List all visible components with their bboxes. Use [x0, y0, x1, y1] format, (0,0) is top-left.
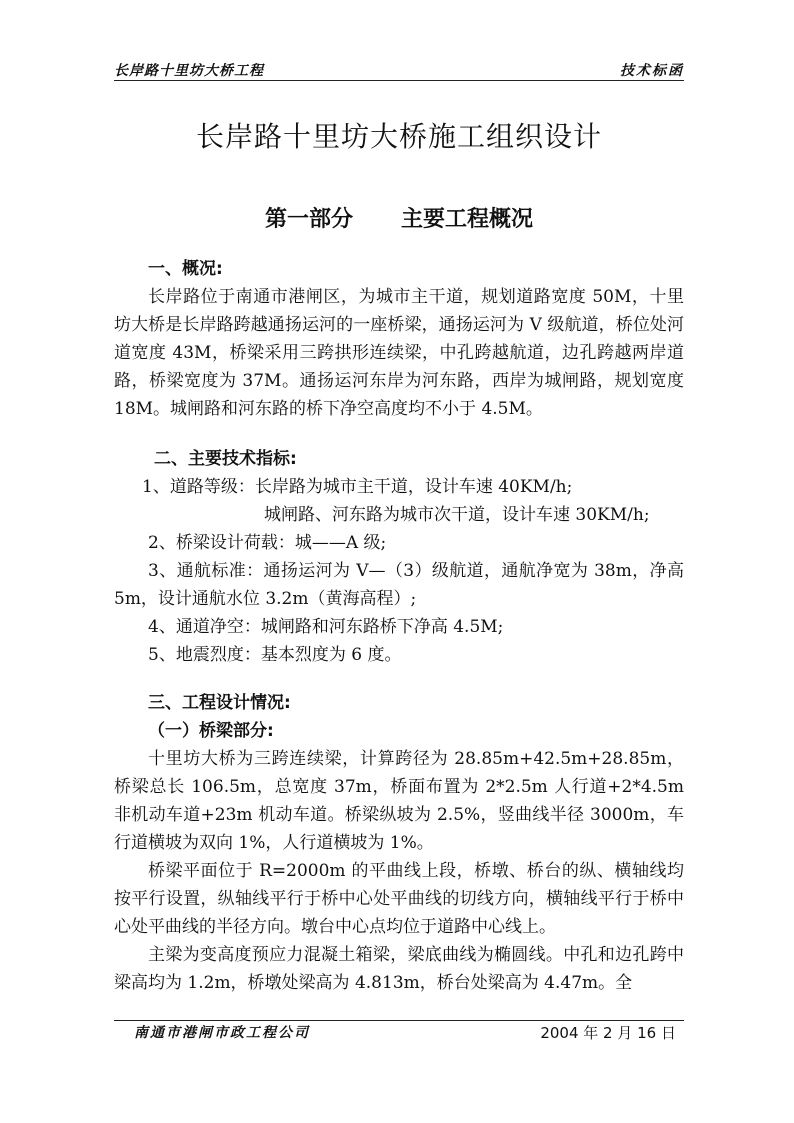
indicator-item: 5、地震烈度：基本烈度为 6 度。 [148, 645, 402, 665]
section-heading-overview: 一、概况: [148, 259, 223, 279]
header-project-name: 长岸路十里坊大桥工程 [114, 63, 264, 79]
page-header [114, 60, 684, 80]
header-doc-type: 技术标函 [620, 63, 684, 79]
indicator-item: 3、通航标准：通扬运河为 V—（3）级航道，通航净宽为 38m，净高 5m，设计通航水位 3.2m（黄海高程）; [114, 561, 684, 609]
footer-divider [114, 1020, 684, 1021]
body-content [114, 255, 684, 997]
document-title: 长岸路十里坊大桥施工组织设计 [195, 120, 602, 153]
page-footer [114, 1022, 684, 1044]
indicator-item: 2、桥梁设计荷载：城——A 级; [148, 533, 387, 553]
part-heading [114, 202, 684, 233]
design-paragraph: 桥梁平面位于 R=2000m 的平曲线上段，桥墩、桥台的纵、横轴线均按平行设置，纵轴线平行于桥中心处平曲线的切线方向，横轴线平行于桥中心处平曲线的半径方向。墩台中心点均位于道路中心线上。 [114, 861, 684, 937]
header-divider [114, 80, 684, 81]
design-paragraph: 主梁为变高度预应力混凝土箱梁，梁底曲线为椭圆线。中孔和边孔跨中梁高均为 1.2m，桥墩处梁高为 4.813m，桥台处梁高为 4.47m。全 [114, 945, 684, 993]
part-name: 主要工程概况 [401, 207, 534, 232]
section-heading-design: 三、工程设计情况: [148, 693, 291, 713]
indicator-item: 4、通道净空：城闸路和河东路桥下净高 4.5M; [148, 617, 504, 637]
indicator-item: 城闸路、河东路为城市次干道，设计车速 30KM/h; [264, 505, 650, 525]
overview-paragraph: 长岸路位于南通市港闸区，为城市主干道，规划道路宽度 50M，十里坊大桥是长岸路跨越通扬运河的一座桥梁，通扬运河为 V 级航道，桥位处河道宽度 43M，桥梁采用三跨拱形连续梁，中孔跨越航道，边孔跨越两岸道路，桥梁宽度为 37M。通扬运河东岸为河东路，西岸为城闸路，规划宽度 18M。城闸路和河东路的桥下净空高度均不小于 4.5M。 [114, 287, 684, 419]
section-heading-tech-indicators: 二、主要技术指标: [154, 449, 297, 469]
subsection-heading-bridge: （一）桥梁部分: [148, 721, 274, 741]
indicator-item: 1、道路等级：长岸路为城市主干道，设计车速 40KM/h; [142, 477, 573, 497]
part-number: 第一部分 [264, 207, 353, 232]
footer-date: 2004 年 2 月 16 日 [540, 1024, 676, 1042]
design-paragraph: 十里坊大桥为三跨连续梁，计算跨径为 28.85m+42.5m+28.85m，桥梁总长 106.5m，总宽度 37m，桥面布置为 2*2.5m 人行道+2*4.5m 非机动车道+23m 机动车道。桥梁纵坡为 2.5%，竖曲线半径 3000m，车行道横坡为双向 1%，人行道横坡为 1%。 [114, 749, 684, 853]
footer-company: 南通市港闸市政工程公司 [134, 1025, 310, 1041]
